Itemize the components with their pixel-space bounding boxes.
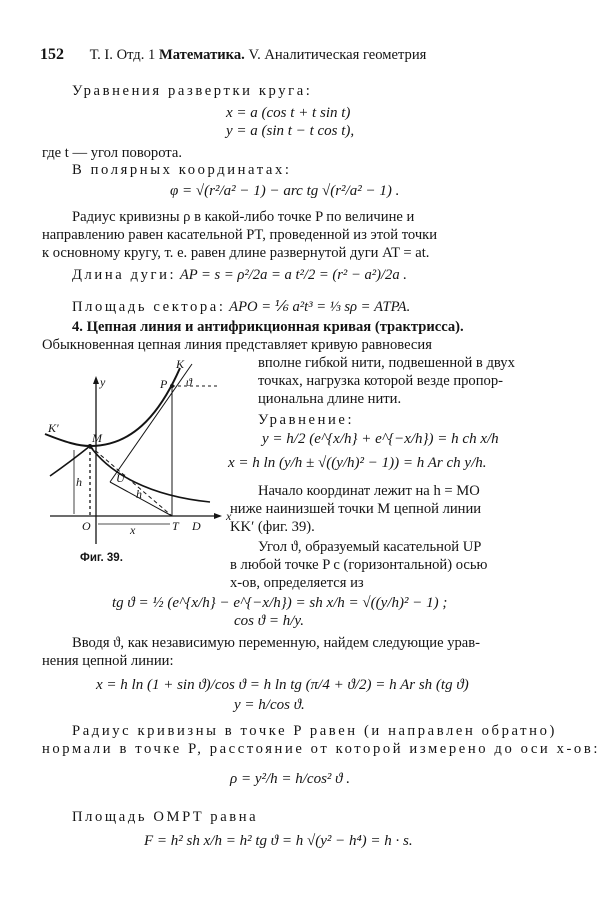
label-x-length: x xyxy=(130,523,136,537)
catenary-intro-4: циональна длине нити. xyxy=(258,391,402,407)
catenary-eq-1: y = h/2 (e^{x/h} + e^{−x/h}) = h ch x/h xyxy=(262,431,499,447)
section-title: Математика. xyxy=(158,47,245,63)
x-axis-arrowhead xyxy=(214,513,222,519)
radius-equation: ρ = y²/h = h/cos² ϑ . xyxy=(230,771,351,787)
arc-length-formula: AP = s = ρ²/2a = a t²/2 = (r² − a²)/2a . xyxy=(179,267,407,283)
catenary-eq-label: Уравнение: xyxy=(258,412,355,428)
point-P xyxy=(170,384,174,388)
label-K-prime: K′ xyxy=(48,421,59,435)
running-title: Т. I. Отд. 1 xyxy=(89,47,156,63)
label-h-tractrix: h xyxy=(136,487,142,501)
curvature-line-2: направлению равен касательной PT, проведенной из этой точки xyxy=(42,227,438,243)
radius-line-2: нормали в точке P, расстояние от которой измерено до оси x-ов: xyxy=(42,741,600,757)
involute-heading: Уравнения развертки круга: xyxy=(72,83,313,99)
sector-area xyxy=(72,298,410,316)
origin-line-1: Начало координат лежит на h = MO xyxy=(258,483,480,499)
chapter-title: V. Аналитическая геометрия xyxy=(248,47,427,63)
polar-equation: φ = √(r²/a² − 1) − arc tg √(r²/a² − 1) . xyxy=(170,183,400,199)
label-M: M xyxy=(92,431,102,445)
cosine-equation: cos ϑ = h/y. xyxy=(234,613,304,629)
label-K: K xyxy=(176,358,185,371)
arc-length-label: Длина дуги: xyxy=(72,267,177,283)
sector-area-formula: APO = ⅙ a²t³ = ⅓ sρ = ATPA. xyxy=(229,299,411,315)
involute-eq-x: x = a (cos t + t sin t) xyxy=(226,105,351,121)
angle-line-3: x-ов, определяется из xyxy=(230,575,364,591)
tangent-equation: tg ϑ = ½ (e^{x/h} − e^{−x/h}) = sh x/h = √((y/h)² − 1) ; xyxy=(112,595,448,611)
parametric-eq-x: x = h ln (1 + sin ϑ)/cos ϑ = h ln tg (π/4 + ϑ/2) = h Ar sh (tg ϑ) xyxy=(96,677,469,693)
catenary-intro-1: Обыкновенная цепная линия представляет кривую равновесия xyxy=(42,337,432,353)
label-O: O xyxy=(82,519,91,533)
figure-caption: Фиг. 39. xyxy=(80,552,123,564)
label-P: P xyxy=(160,377,168,391)
curvature-line-3: к основному кругу, т. е. равен длине развернутой дуги AT = at. xyxy=(42,245,430,261)
catenary-intro-3: точках, нагрузка которой везде пропор- xyxy=(258,373,503,389)
parametric-line-1: Вводя ϑ, как независимую переменную, найдем следующие урав- xyxy=(72,635,481,651)
area-equation: F = h² sh x/h = h² tg ϑ = h √(y² − h⁴) = h · s. xyxy=(144,833,413,849)
tangent-line xyxy=(110,364,192,482)
origin-line-2: ниже наинизшей точки M цепной линии xyxy=(230,501,482,517)
label-theta: ϑ xyxy=(186,375,192,389)
involute-where: где t — угол поворота. xyxy=(42,145,182,161)
curvature-line-1: Радиус кривизны ρ в какой-либо точке P по величине и xyxy=(72,209,415,225)
catenary-heading: 4. Цепная линия и антифрикционная кривая (трактрисса). xyxy=(72,319,464,335)
label-D: D xyxy=(192,519,201,533)
area-label: Площадь OMPT равна xyxy=(72,809,259,825)
catenary-eq-2: x = h ln (y/h ± √((y/h)² − 1)) = h Ar ch y/h. xyxy=(228,455,487,471)
label-U: U xyxy=(116,471,125,485)
parametric-line-2: нения цепной линии: xyxy=(42,653,174,669)
origin-line-3: KK′ (фиг. 39). xyxy=(230,519,315,535)
label-h-vertical: h xyxy=(76,475,82,489)
page-number: 152 xyxy=(40,46,64,63)
arc-length xyxy=(72,266,407,284)
catenary-intro-2: вполне гибкой нити, подвешенной в двух xyxy=(258,355,515,371)
polar-heading: В полярных координатах: xyxy=(72,162,292,178)
y-axis-arrowhead xyxy=(93,376,99,384)
page-header xyxy=(40,46,426,64)
involute-eq-y: y = a (sin t − t cos t), xyxy=(226,123,355,139)
sector-area-label: Площадь сектора: xyxy=(72,299,226,315)
label-y: y xyxy=(100,375,106,389)
angle-line-2: в любой точке P с (горизонтальной) осью xyxy=(230,557,488,573)
angle-line-1: Угол ϑ, образуемый касательной UP xyxy=(258,539,482,555)
label-T: T xyxy=(172,519,179,533)
label-x: x xyxy=(226,509,232,523)
parametric-eq-y: y = h/cos ϑ. xyxy=(234,697,305,713)
radius-line-1: Радиус кривизны в точке P равен (и направлен обратно) xyxy=(72,723,557,739)
figure-39-diagram xyxy=(40,358,240,548)
